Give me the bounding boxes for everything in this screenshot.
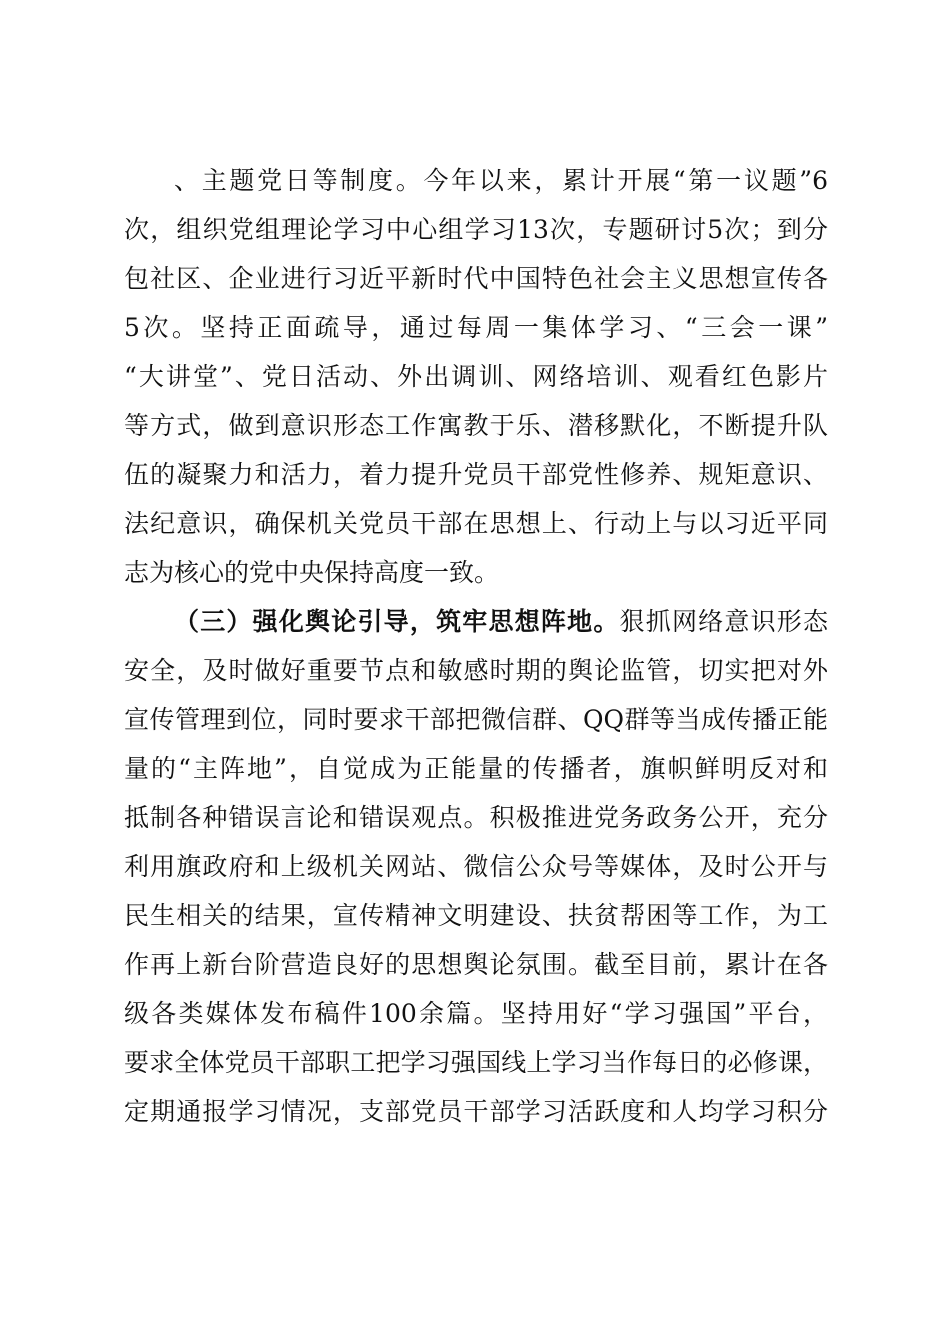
section-heading: （三）强化舆论引导，筑牢思想阵地。: [174, 607, 620, 636]
paragraph-line: 利用旗政府和上级机关网站、微信公众号等媒体，及时公开与: [124, 852, 828, 881]
paragraph-line: 、主题党日等制度。今年以来，累计开展“第一议题”6: [174, 166, 828, 195]
paragraph-line: 法纪意识，确保机关党员干部在思想上、行动上与以习近平同: [124, 509, 828, 538]
paragraph-line: 抵制各种错误言论和错误观点。积极推进党务政务公开，充分: [124, 803, 828, 832]
paragraph-line: 定期通报学习情况，支部党员干部学习活跃度和人均学习积分: [124, 1097, 828, 1126]
paragraph-line: 量的“主阵地”，自觉成为正能量的传播者，旗帜鲜明反对和: [124, 754, 828, 783]
paragraph-line: 民生相关的结果，宣传精神文明建设、扶贫帮困等工作，为工: [124, 901, 828, 930]
paragraph-line: 要求全体党员干部职工把学习强国线上学习当作每日的必修课，: [124, 1048, 828, 1077]
paragraph-line: 伍的凝聚力和活力，着力提升党员干部党性修养、规矩意识、: [124, 460, 828, 489]
paragraph-line: 作再上新台阶营造良好的思想舆论氛围。截至目前，累计在各: [124, 950, 828, 979]
paragraph-line: 安全，及时做好重要节点和敏感时期的舆论监管，切实把对外: [124, 656, 828, 685]
paragraph-line: 5次。坚持正面疏导，通过每周一集体学习、“三会一课”: [124, 313, 828, 342]
paragraph-line: 次，组织党组理论学习中心组学习13次，专题研讨5次；到分: [124, 215, 828, 244]
section-heading-rest: 狠抓网络意识形态: [619, 607, 828, 636]
paragraph-line: 包社区、企业进行习近平新时代中国特色社会主义思想宣传各: [124, 264, 828, 293]
paragraph-line: 级各类媒体发布稿件100余篇。坚持用好“学习强国”平台，: [124, 999, 828, 1028]
section-heading-line: [174, 607, 828, 637]
paragraph-line: 宣传管理到位，同时要求干部把微信群、QQ群等当成传播正能: [124, 705, 828, 734]
paragraph-line: 志为核心的党中央保持高度一致。: [124, 558, 500, 587]
paragraph-line: “大讲堂”、党日活动、外出调训、网络培训、观看红色影片: [124, 362, 828, 391]
paragraph-line: 等方式，做到意识形态工作寓教于乐、潜移默化，不断提升队: [124, 411, 828, 440]
